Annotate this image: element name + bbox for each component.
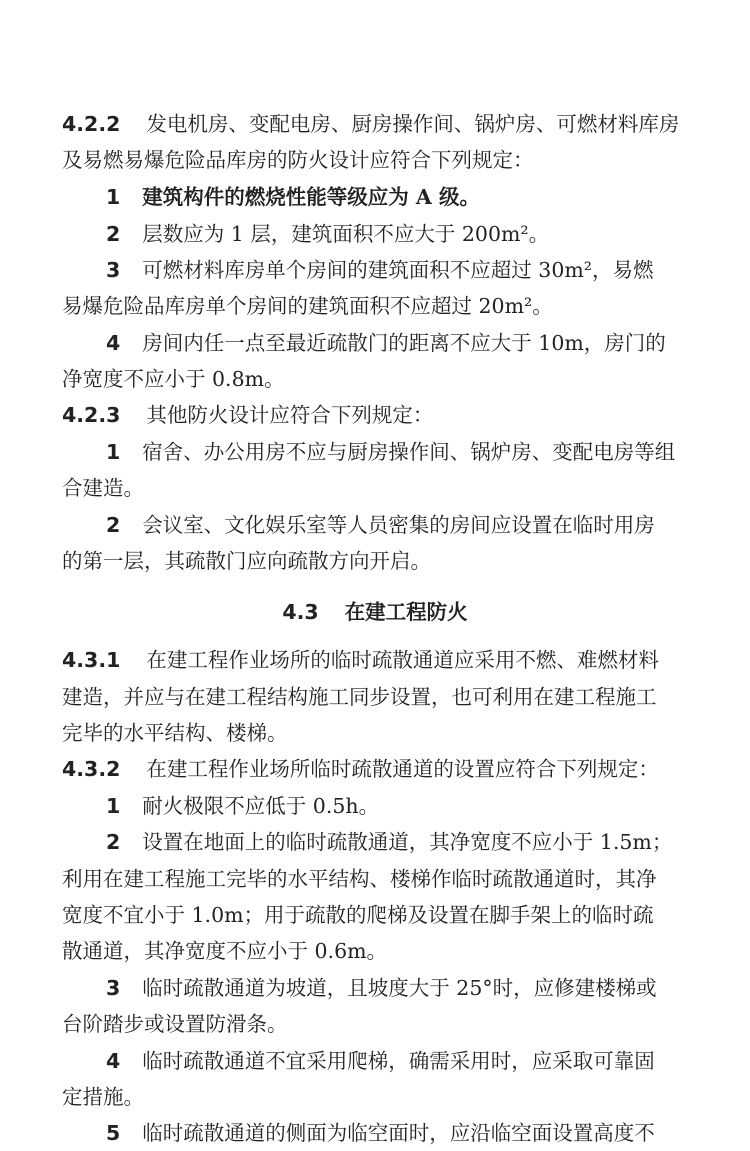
section-title: 在建工程防火 xyxy=(344,600,468,624)
section-heading xyxy=(0,598,750,626)
text-span: 利用在建工程施工完毕的水平结构、楼梯作临时疏散通道时，其净 xyxy=(62,867,657,891)
clause-number: 4.3.2 xyxy=(62,757,121,781)
text-line: 宿舍、办公用房不应与厨房操作间、锅炉房、变配电房等组 xyxy=(142,440,676,464)
text-span: 台阶踏步或设置防滑条。 xyxy=(62,1012,288,1036)
text-span: 完毕的水平结构、楼梯。 xyxy=(62,721,288,745)
text-line xyxy=(0,937,750,965)
item-1 xyxy=(0,438,750,466)
text-line: 可燃材料库房单个房间的建筑面积不应超过 30m²，易燃 xyxy=(142,258,654,282)
text-line xyxy=(0,719,750,747)
text-line xyxy=(0,1083,750,1111)
item-4 xyxy=(0,1047,750,1075)
clause-4-2-3 xyxy=(0,401,750,429)
text-span: 的第一层，其疏散门应向疏散方向开启。 xyxy=(62,549,431,573)
item-3 xyxy=(0,256,750,284)
text-span: 净宽度不应小于 0.8m。 xyxy=(62,367,285,391)
item-number: 3 xyxy=(106,258,121,282)
item-3 xyxy=(0,974,750,1002)
text-line: 临时疏散通道为坡道，且坡度大于 25°时，应修建楼梯或 xyxy=(142,976,657,1000)
text-line: 房间内任一点至最近疏散门的距离不应大于 10m，房门的 xyxy=(142,331,666,355)
item-number: 2 xyxy=(106,830,121,854)
text-span: 合建造。 xyxy=(62,476,144,500)
text-line xyxy=(0,365,750,393)
text-line xyxy=(0,901,750,929)
clause-number: 4.3.1 xyxy=(62,648,121,672)
item-2 xyxy=(0,511,750,539)
item-number: 2 xyxy=(106,222,121,246)
item-1 xyxy=(0,183,750,211)
section-number: 4.3 xyxy=(282,600,319,624)
text-line: 临时疏散通道的侧面为临空面时，应沿临空面设置高度不 xyxy=(142,1121,655,1145)
item-number: 1 xyxy=(106,794,121,818)
text-line: 设置在地面上的临时疏散通道，其净宽度不应小于 1.5m； xyxy=(142,830,673,854)
item-number: 1 xyxy=(106,440,121,464)
text-line xyxy=(0,292,750,320)
item-4 xyxy=(0,329,750,357)
item-5 xyxy=(0,1119,750,1147)
text-span: 及易燃易爆危险品库房的防火设计应符合下列规定： xyxy=(62,148,534,172)
text-line: 建筑构件的燃烧性能等级应为 A 级。 xyxy=(142,185,480,209)
clause-4-3-2 xyxy=(0,755,750,783)
text-line: 会议室、文化娱乐室等人员密集的房间应设置在临时用房 xyxy=(142,513,655,537)
item-number: 1 xyxy=(106,185,121,209)
text-line xyxy=(0,146,750,174)
text-span: 建造，并应与在建工程结构施工同步设置，也可利用在建工程施工 xyxy=(62,685,657,709)
item-number: 4 xyxy=(106,331,121,355)
text-line xyxy=(0,1010,750,1038)
clause-number: 4.2.2 xyxy=(62,112,121,136)
text-line xyxy=(0,683,750,711)
text-line: 耐火极限不应低于 0.5h。 xyxy=(142,794,380,818)
text-line: 发电机房、变配电房、厨房操作间、锅炉房、可燃材料库房 xyxy=(146,112,680,136)
text-line xyxy=(0,865,750,893)
text-line: 临时疏散通道不宜采用爬梯，确需采用时，应采取可靠固 xyxy=(142,1049,655,1073)
text-line xyxy=(0,547,750,575)
text-span: 定措施。 xyxy=(62,1085,144,1109)
item-1 xyxy=(0,792,750,820)
item-2 xyxy=(0,828,750,856)
clause-4-2-2 xyxy=(0,110,750,138)
text-line: 在建工程作业场所临时疏散通道的设置应符合下列规定： xyxy=(146,757,659,781)
clause-number: 4.2.3 xyxy=(62,403,121,427)
text-line: 层数应为 1 层，建筑面积不应大于 200m²。 xyxy=(142,222,550,246)
item-2 xyxy=(0,220,750,248)
text-span: 宽度不宜小于 1.0m；用于疏散的爬梯及设置在脚手架上的临时疏 xyxy=(62,903,654,927)
item-number: 5 xyxy=(106,1121,121,1145)
clause-4-3-1 xyxy=(0,646,750,674)
text-span: 易爆危险品库房单个房间的建筑面积不应超过 20m²。 xyxy=(62,294,553,318)
text-span: 散通道，其净宽度不应小于 0.6m。 xyxy=(62,939,388,963)
item-number: 3 xyxy=(106,976,121,1000)
text-line: 其他防火设计应符合下列规定： xyxy=(146,403,434,427)
text-line xyxy=(0,474,750,502)
item-number: 2 xyxy=(106,513,121,537)
item-number: 4 xyxy=(106,1049,121,1073)
text-line: 在建工程作业场所的临时疏散通道应采用不燃、难燃材料 xyxy=(146,648,659,672)
